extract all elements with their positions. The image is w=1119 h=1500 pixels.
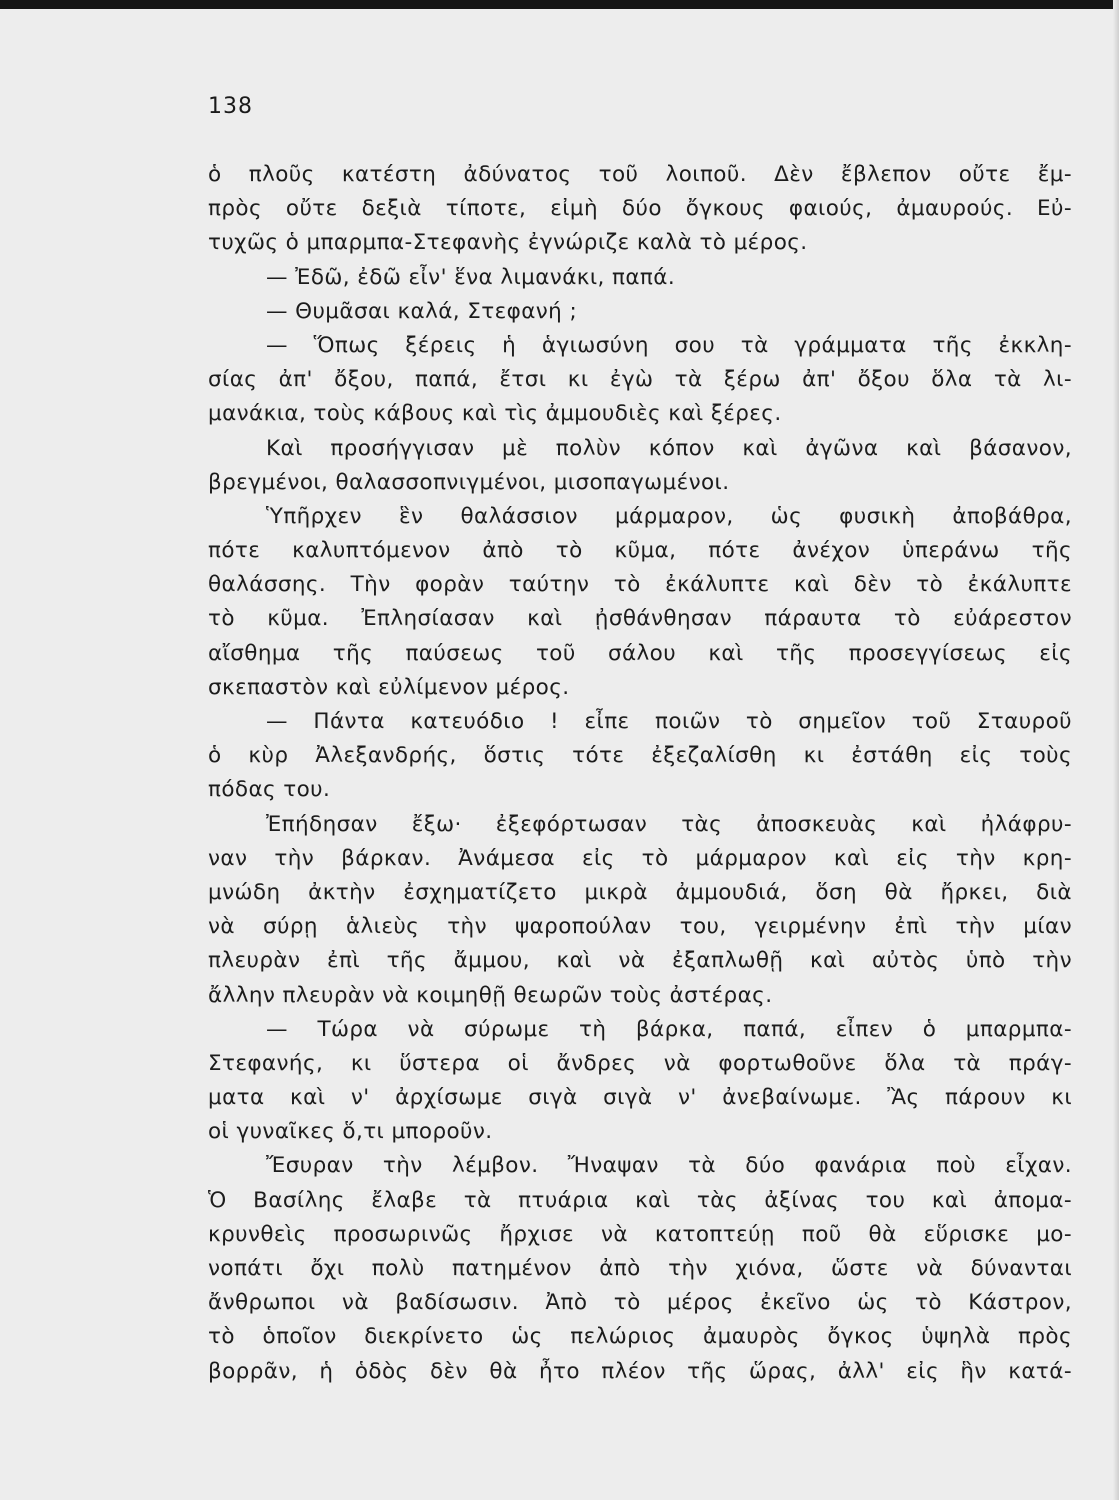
- text-line: ἄλλην πλευρὰν νὰ κοιμηθῇ θεωρῶν τοὺς ἀστέρας.: [208, 982, 773, 1008]
- text-line: βρεγμένοι, θαλασσοπνιγμένοι, μισοπαγωμένοι.: [208, 469, 730, 495]
- page-number: 138: [208, 94, 253, 119]
- text-line: — Ὅπως ξέρεις ἡ ἁγιωσύνη σου τὰ γράμματα τῆς ἐκκλη-: [266, 332, 1072, 358]
- text-line: πόδας του.: [208, 777, 331, 803]
- text-line: οἱ γυναῖκες ὅ,τι μποροῦν.: [208, 1119, 493, 1145]
- text-line: πότε καλυπτόμενον ἀπὸ τὸ κῦμα, πότε ἀνέχον ὑπεράνω τῆς: [208, 538, 1072, 564]
- text-line: μανάκια, τοὺς κάβους καὶ τὶς ἀμμουδιὲς καὶ ξέρες.: [208, 401, 782, 427]
- text-line: Ἔσυραν τὴν λέμβον. Ἤναψαν τὰ δύο φανάρια ποὺ εἶχαν.: [266, 1153, 1072, 1179]
- text-line: ἄνθρωποι νὰ βαδίσωσιν. Ἀπὸ τὸ μέρος ἐκεῖνο ὡς τὸ Κάστρον,: [208, 1290, 1072, 1316]
- text-line: μνώδη ἀκτὴν ἐσχηματίζετο μικρὰ ἀμμουδιά, ὅση θὰ ἤρκει, διὰ: [208, 879, 1072, 905]
- text-line: τὸ ὁποῖον διεκρίνετο ὡς πελώριος ἀμαυρὸς ὄγκος ὑψηλὰ πρὸς: [208, 1324, 1072, 1350]
- text-line: ὁ κὺρ Ἀλεξανδρής, ὅστις τότε ἐξεζαλίσθη κι ἐστάθη εἰς τοὺς: [208, 743, 1072, 769]
- text-line: — Ἐδῶ, ἐδῶ εἶν' ἕνα λιμανάκι, παπά.: [266, 264, 676, 290]
- text-line: σκεπαστὸν καὶ εὐλίμενον μέρος.: [208, 674, 570, 700]
- text-line: — Θυμᾶσαι καλά, Στεφανή ;: [266, 298, 578, 324]
- text-line: Καὶ προσήγγισαν μὲ πολὺν κόπον καὶ ἀγῶνα καὶ βάσανον,: [266, 435, 1072, 461]
- text-line: θαλάσσης. Τὴν φορὰν ταύτην τὸ ἐκάλυπτε καὶ δὲν τὸ ἐκάλυπτε: [208, 572, 1072, 598]
- text-line: — Πάντα κατευόδιο ! εἶπε ποιῶν τὸ σημεῖον τοῦ Σταυροῦ: [266, 709, 1072, 734]
- text-line: Ὑπῆρχεν ἓν θαλάσσιον μάρμαρον, ὡς φυσικὴ ἀποβάθρα,: [266, 503, 1072, 529]
- text-line: βορρᾶν, ἡ ὁδὸς δὲν θὰ ἦτο πλέον τῆς ὥρας, ἀλλ' εἰς ἣν κατά-: [208, 1358, 1072, 1384]
- text-line: Ἐπήδησαν ἔξω· ἐξεφόρτωσαν τὰς ἀποσκευὰς καὶ ἠλάφρυ-: [266, 811, 1072, 837]
- text-line: τὸ κῦμα. Ἐπλησίασαν καὶ ᾐσθάνθησαν πάραυτα τὸ εὐάρεστον: [208, 606, 1072, 632]
- text-line: νὰ σύρῃ ἁλιεὺς τὴν ψαροπούλαν του, γειρμένην ἐπὶ τὴν μίαν: [208, 914, 1072, 940]
- text-line: νοπάτι ὄχι πολὺ πατημένον ἀπὸ τὴν χιόνα, ὥστε νὰ δύνανται: [208, 1256, 1072, 1281]
- body-text: [208, 158, 1072, 1389]
- text-line: — Τώρα νὰ σύρωμε τὴ βάρκα, παπά, εἶπεν ὁ μπαρμπα-: [266, 1016, 1072, 1042]
- text-line: σίας ἀπ' ὄξου, παπά, ἔτσι κι ἐγὼ τὰ ξέρω ἀπ' ὄξου ὅλα τὰ λι-: [208, 367, 1072, 393]
- scan-top-edge: [0, 0, 1119, 9]
- text-line: Ὁ Βασίλης ἔλαβε τὰ πτυάρια καὶ τὰς ἀξίνας του καὶ ἀπομα-: [208, 1187, 1072, 1213]
- text-line: Στεφανής, κι ὕστερα οἱ ἄνδρες νὰ φορτωθοῦνε ὅλα τὰ πράγ-: [208, 1050, 1072, 1076]
- text-line: ὁ πλοῦς κατέστη ἀδύνατος τοῦ λοιποῦ. Δὲν ἔβλεπον οὔτε ἔμ-: [208, 162, 1072, 187]
- text-line: ναν τὴν βάρκαν. Ἀνάμεσα εἰς τὸ μάρμαρον καὶ εἰς τὴν κρη-: [208, 845, 1072, 871]
- text-line: κρυνθεὶς προσωρινῶς ἤρχισε νὰ κατοπτεύῃ ποῦ θὰ εὕρισκε μο-: [208, 1221, 1072, 1247]
- text-line: ματα καὶ ν' ἀρχίσωμε σιγὰ σιγὰ ν' ἀνεβαίνωμε. Ἂς πάρουν κι: [208, 1085, 1072, 1111]
- text-line: πλευρὰν ἐπὶ τῆς ἄμμου, καὶ νὰ ἐξαπλωθῇ καὶ αὐτὸς ὑπὸ τὴν: [208, 948, 1072, 974]
- text-line: αἴσθημα τῆς παύσεως τοῦ σάλου καὶ τῆς προσεγγίσεως εἰς: [208, 640, 1072, 666]
- text-line: πρὸς οὔτε δεξιὰ τίποτε, εἰμὴ δύο ὄγκους φαιούς, ἀμαυρούς. Εὐ-: [208, 196, 1072, 222]
- page-edge-shadow: [1113, 0, 1119, 1500]
- text-line: τυχῶς ὁ μπαρμπα-Στεφανὴς ἐγνώριζε καλὰ τὸ μέρος.: [208, 230, 808, 256]
